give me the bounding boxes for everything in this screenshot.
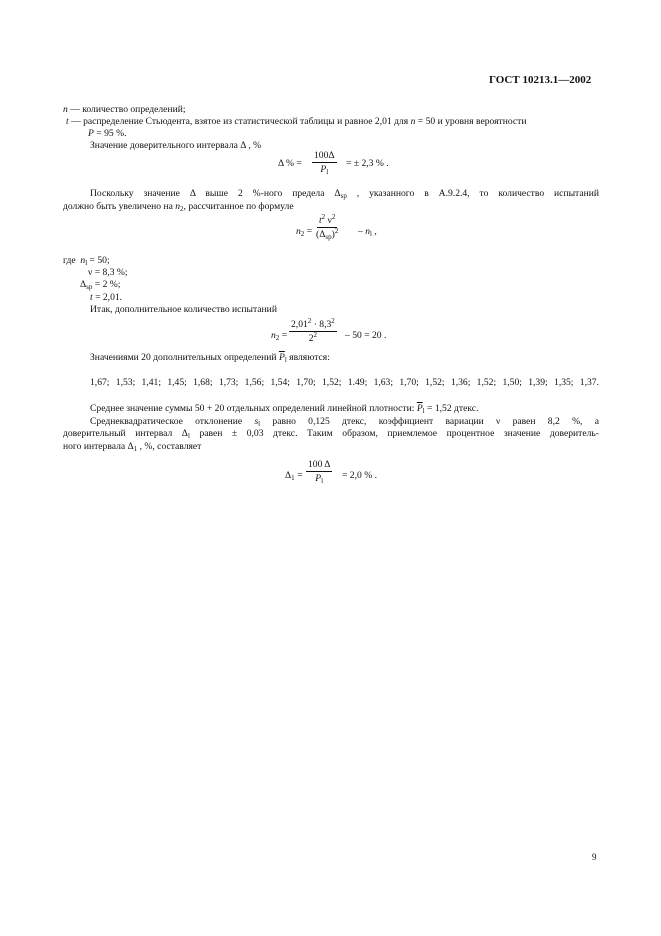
std-line-3: ного интервала $\Delta_1$ , %, составляет xyxy=(63,441,202,453)
where-t: t = 2,01. xyxy=(90,292,123,303)
itak-line: Итак, дополнительное количество испытаний xyxy=(90,304,277,315)
where-dsp: $\Delta_{sp} = 2$ %; xyxy=(80,279,121,291)
def-p: P = 95 %. xyxy=(88,128,127,139)
interval-line: Значение доверительного интервала Δ , % xyxy=(90,140,262,151)
page-number: 9 xyxy=(592,852,597,862)
document-code: ГОСТ 10213.1—2002 xyxy=(489,74,592,86)
std-line-1: Среднеквадратическое отклонение $s_l$ равно 0,125 дтекс, коэффициент вариации ν равен 8,2 %, а xyxy=(90,416,599,428)
mean-line: Среднее значение суммы 50 + 20 отдельных определений линейной плотности: $\overline{P}_l = 1,52$ дтекс. xyxy=(90,403,479,415)
def-n: n — количество определений; xyxy=(63,104,186,115)
where-v: ν = 8,3 %; xyxy=(88,267,128,278)
para-increase-2: должно быть увеличено на $n_2$, рассчитанное по формуле xyxy=(63,201,294,213)
def-t: t — распределение Стьюдента, взятое из статистической таблицы и равное 2,01 для n = 50 и уровня вероятности xyxy=(66,116,527,127)
values-list: 1,67; 1,53; 1,41; 1,45; 1,68; 1,73; 1,56; 1,54; 1,70; 1,52; 1.49; 1,63; 1,70; 1,52; 1,36; 1,52; 1,50; 1,39; 1,35; 1,37. xyxy=(90,377,599,388)
std-line-2: доверительный интервал $\Delta_l$ равен ± 0,03 дтекс. Таким образом, приемлемое процентное значение доверитель- xyxy=(63,428,599,440)
values-intro: Значениями 20 дополнительных определений $\overline{P}_l$ являются: xyxy=(90,352,330,364)
where-nl: где $n_l = 50$; xyxy=(63,255,110,267)
para-increase: Поскольку значение Δ выше 2 %-ного предела $\Delta_{sp}$ , указанного в А.9.2.4, то количество испытаний xyxy=(90,188,599,200)
